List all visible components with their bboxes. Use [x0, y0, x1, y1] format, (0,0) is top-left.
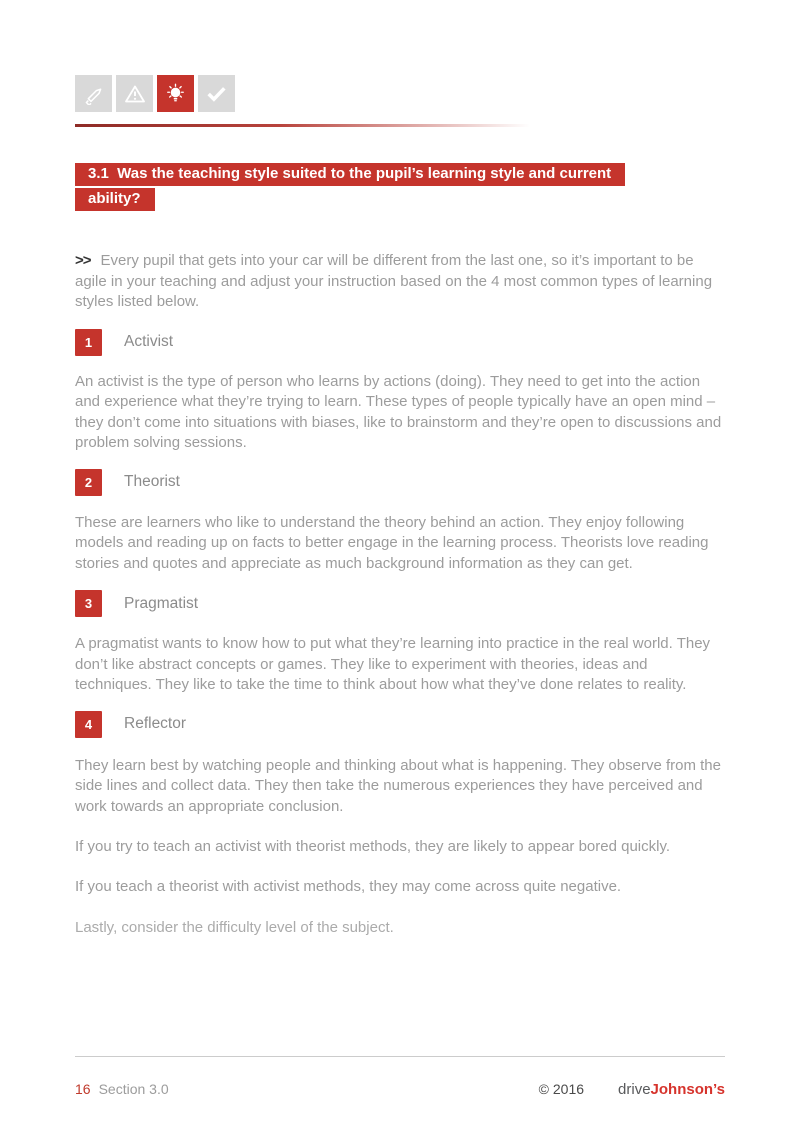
warning-icon — [116, 75, 153, 112]
copyright-text: © 2016 — [538, 1081, 585, 1097]
double-chevron-marker: >> — [75, 252, 91, 269]
page-footer — [75, 1056, 725, 1098]
brand-logo — [618, 1081, 725, 1098]
number-badge: 4 — [75, 711, 102, 738]
number-badge: 2 — [75, 469, 102, 496]
section-icon-strip — [75, 75, 725, 112]
learning-style-label: Pragmatist — [124, 594, 199, 612]
number-badge: 3 — [75, 590, 102, 617]
intro-text: Every pupil that gets into your car will be different from the last one, so it’s important to be agile in your teaching and adjust your instruction based on the 4 most common types of learning styles listed below. — [75, 252, 713, 310]
intro-paragraph — [75, 251, 725, 313]
learning-style-header-reflector — [75, 711, 725, 738]
page-number: 16 — [75, 1081, 91, 1097]
learning-style-description: A pragmatist wants to know how to put what they’re learning into practice in the real world. They don’t like abstract concepts or games. They like to experiment with theories, ideas and techniques. They like to take the time to think about how what they’ve done relates to reality. — [75, 635, 711, 693]
section-label: Section 3.0 — [98, 1081, 169, 1097]
learning-style-description: They learn best by watching people and thinking about what is happening. They observe from the side lines and collect data. They then take the numerous experiences they have perceived and work towards an appropriate conclusion. — [75, 756, 721, 815]
learning-style-header-theorist — [75, 469, 725, 496]
red-divider-rule — [75, 124, 530, 127]
footer-brand-area — [539, 1081, 725, 1098]
lightbulb-icon — [157, 75, 194, 112]
learning-style-header-activist — [75, 329, 725, 356]
section-heading — [75, 163, 725, 211]
check-icon — [198, 75, 235, 112]
learning-style-description: These are learners who like to understand the theory behind an action. They enjoy following models and reading up on facts to better engage in the learning process. Theorists love reading stories and quotes and appreciate as much background information as they can get. — [75, 513, 709, 572]
closing-paragraph: Lastly, consider the difficulty level of the subject. — [75, 919, 394, 936]
brand-prefix: drive — [618, 1081, 651, 1098]
learning-style-label: Activist — [124, 333, 174, 350]
learning-style-label: Theorist — [124, 473, 180, 490]
heading-line-1: 3.1 Was the teaching style suited to the pupil’s learning style and current — [75, 163, 625, 186]
learning-style-label: Reflector — [124, 715, 187, 732]
closing-paragraph: If you teach a theorist with activist methods, they may come across quite negative. — [75, 877, 622, 895]
brand-suffix: Johnson’s — [650, 1081, 725, 1098]
heading-line-2: ability? — [75, 188, 155, 211]
pencil-icon — [75, 75, 112, 112]
closing-paragraph: If you try to teach an activist with theorist methods, they are likely to appear bored quickly. — [75, 838, 671, 855]
learning-style-header-pragmatist — [75, 590, 725, 617]
learning-style-description: An activist is the type of person who learns by actions (doing). They need to get into the action and experience what they’re trying to learn. These types of people typically have an open mind – they don’t come into situations with biases, like to brainstorm and they’re open to discussions and problem solving sessions. — [75, 372, 722, 451]
footer-section-info — [75, 1081, 169, 1097]
page-content — [75, 75, 725, 939]
number-badge: 1 — [75, 329, 102, 356]
